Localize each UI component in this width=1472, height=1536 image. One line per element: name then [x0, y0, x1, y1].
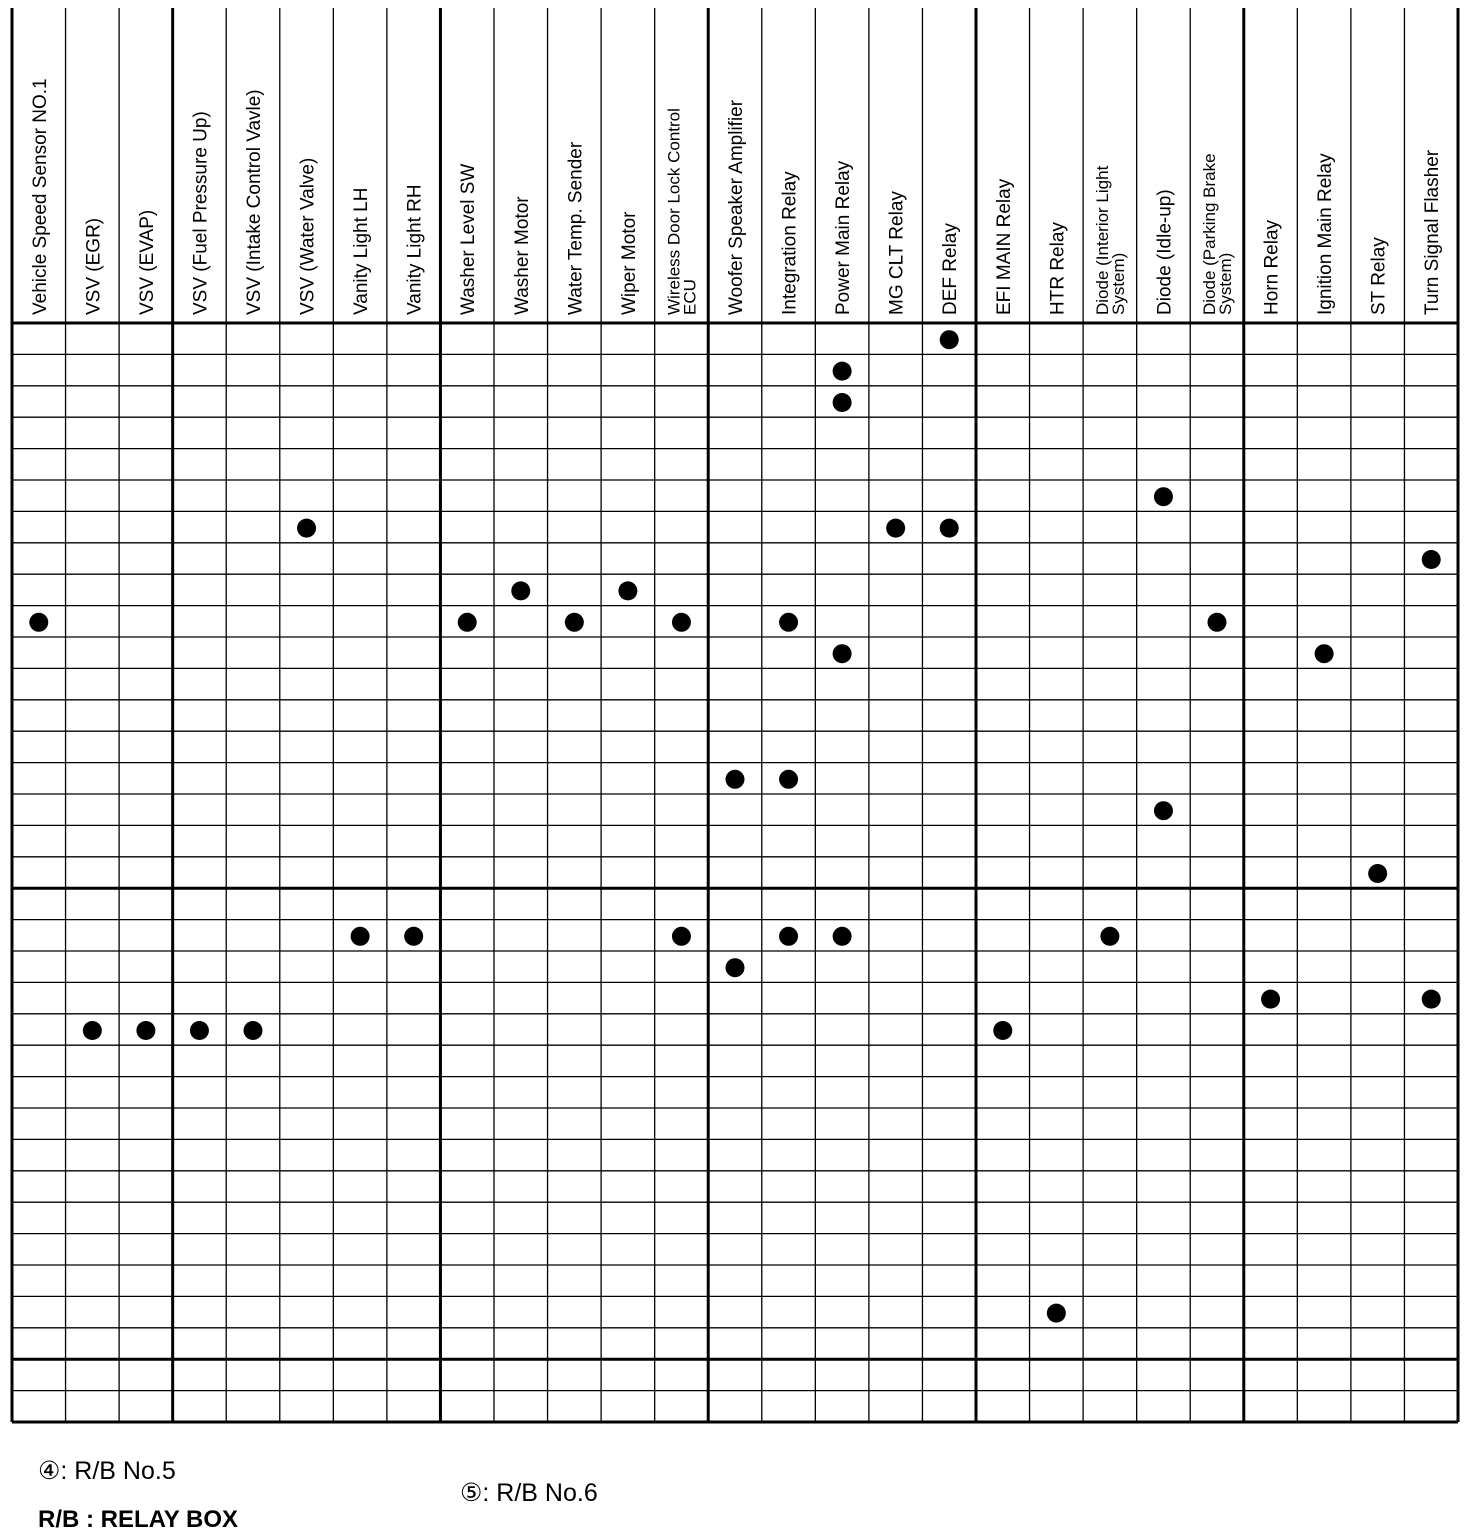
connector-dot: [511, 581, 530, 600]
connector-dot: [940, 519, 959, 538]
connector-dot: [1315, 644, 1334, 663]
column-header-label: VSV (Intake Control Vavle): [244, 89, 265, 315]
column-header-label: VSV (EVAP): [136, 209, 158, 315]
column-header-label: MG CLT Relay: [886, 191, 908, 315]
connector-dot: [940, 330, 959, 349]
connector-dot: [618, 581, 637, 600]
connector-dot: [833, 927, 852, 946]
connector-dot: [244, 1021, 263, 1040]
column-header-label: Diode (Parking Brake: [1200, 153, 1219, 315]
column-header-label: VSV (Fuel Pressure Up): [190, 111, 212, 315]
connector-dot: [565, 613, 584, 632]
legend-rb-no6: ⑤: R/B No.6: [460, 1479, 598, 1507]
column-header-label: Turn Signal Flasher: [1422, 149, 1444, 315]
connector-dot: [190, 1021, 209, 1040]
connector-dot: [779, 770, 798, 789]
column-header-label: Wireless Door Lock Control: [664, 108, 684, 315]
connector-dot: [29, 613, 48, 632]
column-header-label: Vanity Light LH: [351, 187, 373, 315]
column-header-label-line2: System): [1108, 252, 1128, 315]
column-header-label: Ignition Main Relay: [1315, 153, 1337, 315]
connector-dot: [136, 1021, 155, 1040]
column-header-label: Diode (Idle-up): [1154, 189, 1176, 315]
column-header-label: Woofer Speaker Amplifier: [726, 99, 747, 315]
connector-dot: [672, 613, 691, 632]
column-header-label-line2: ECU: [680, 279, 700, 315]
column-header-label: Wiper Motor: [618, 211, 640, 315]
connector-dot: [779, 613, 798, 632]
connector-dot: [404, 927, 423, 946]
connector-dot: [1422, 550, 1441, 569]
column-header-label: VSV (Water Valve): [297, 157, 319, 315]
connector-dot: [458, 613, 477, 632]
connector-dot: [1047, 1304, 1066, 1323]
column-header-label: Integration Relay: [779, 171, 801, 315]
column-header-label: DEF Relay: [940, 223, 962, 315]
connector-dot: [351, 927, 370, 946]
column-header-label: Vanity Light RH: [404, 184, 426, 315]
column-header-label: Diode (Interior Light: [1092, 165, 1112, 315]
connector-dot: [779, 927, 798, 946]
column-header-label: Horn Relay: [1261, 219, 1283, 315]
connector-marks: [29, 330, 1440, 1322]
connector-dot: [886, 519, 905, 538]
legend-relay-box-abbrev: R/B : RELAY BOX: [38, 1506, 239, 1533]
column-header-label: Washer Level SW: [458, 163, 480, 315]
connector-dot: [993, 1021, 1012, 1040]
column-header-label: Washer Motor: [511, 196, 533, 315]
connector-dot: [833, 393, 852, 412]
connector-dot: [297, 519, 316, 538]
column-header-label-line2: System): [1216, 252, 1235, 315]
column-header-label: VSV (EGR): [83, 217, 105, 315]
column-header-label: ST Relay: [1368, 237, 1390, 315]
connector-dot: [833, 644, 852, 663]
column-header-label: EFI MAIN Relay: [993, 178, 1015, 315]
connector-dot: [1154, 487, 1173, 506]
column-header-label: HTR Relay: [1047, 222, 1069, 315]
column-header-label: Power Main Relay: [833, 160, 855, 315]
connector-dot: [1208, 613, 1227, 632]
connector-dot: [726, 770, 745, 789]
connector-dot: [1368, 864, 1387, 883]
column-header-label: Water Temp. Sender: [565, 141, 587, 315]
connector-dot: [672, 927, 691, 946]
legend-rb-no5: ④: R/B No.5: [38, 1457, 176, 1485]
column-headers: [30, 78, 1443, 315]
connector-dot: [833, 362, 852, 381]
connector-dot: [1154, 801, 1173, 820]
connector-dot: [1261, 990, 1280, 1009]
connector-dot: [726, 958, 745, 977]
connector-dot: [1422, 990, 1441, 1009]
connector-dot: [1100, 927, 1119, 946]
column-header-label: Vehicle Speed Sensor NO.1: [29, 78, 51, 315]
connector-dot: [83, 1021, 102, 1040]
